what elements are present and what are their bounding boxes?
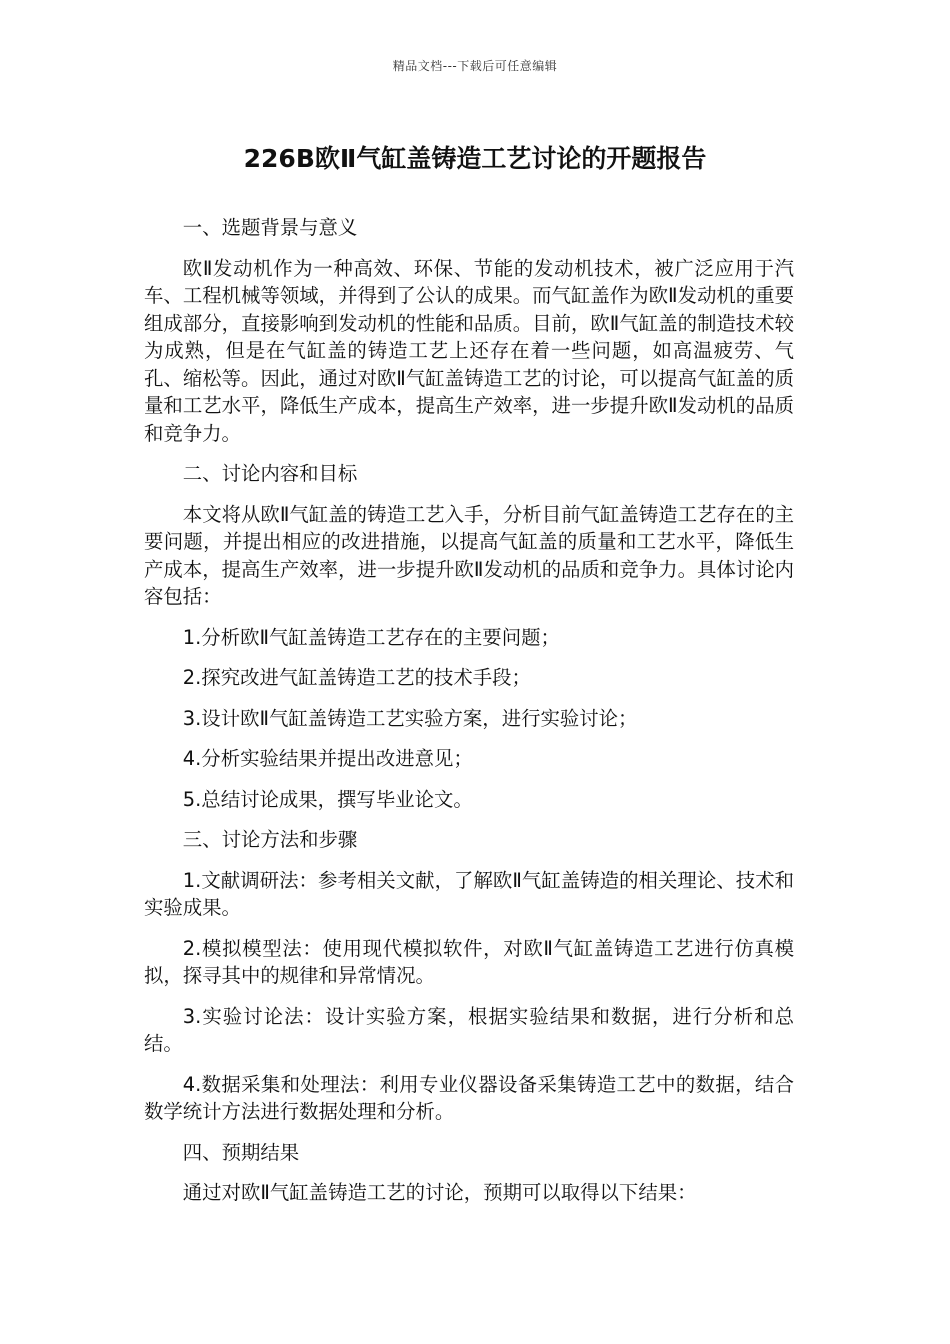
document-body (144, 214, 794, 1207)
paragraph-results: 通过对欧Ⅱ气缸盖铸造工艺的讨论，预期可以取得以下结果： (182, 1181, 697, 1204)
method-item: 2.模拟模型法：使用现代模拟软件，对欧Ⅱ气缸盖铸造工艺进行仿真模拟，探寻其中的规律和异常情况。 (144, 936, 794, 987)
paragraph-background: 欧Ⅱ发动机作为一种高效、环保、节能的发动机技术，被广泛应用于汽车、工程机械等领域，并得到了公认的成果。而气缸盖作为欧Ⅱ发动机的重要组成部分，直接影响到发动机的性能和品质。目前，欧Ⅱ气缸盖的制造技术较为成熟，但是在气缸盖的铸造工艺上还存在着一些问题，如高温疲劳、气孔、缩松等。因此，通过对欧Ⅱ气缸盖铸造工艺的讨论，可以提高气缸盖的质量和工艺水平，降低生产成本，提高生产效率，进一步提升欧Ⅱ发动机的品质和竞争力。 (144, 256, 794, 445)
document-title: 226B欧Ⅱ气缸盖铸造工艺讨论的开题报告 (243, 144, 707, 173)
list-item: 2.探究改进气缸盖铸造工艺的技术手段； (182, 666, 531, 689)
list-item: 5.总结讨论成果，撰写毕业论文。 (182, 787, 473, 811)
section-heading-content: 二、讨论内容和目标 (182, 462, 358, 485)
section-heading-methods: 三、讨论方法和步骤 (182, 828, 358, 851)
header-note: 精品文档---下载后可任意编辑 (392, 59, 558, 73)
method-item: 4.数据采集和处理法：利用专业仪器设备采集铸造工艺中的数据，结合数学统计方法进行数据处理和分析。 (144, 1072, 794, 1123)
paragraph-content: 本文将从欧Ⅱ气缸盖的铸造工艺入手，分析目前气缸盖铸造工艺存在的主要问题，并提出相应的改进措施，以提高气缸盖的质量和工艺水平，降低生产成本，提高生产效率，进一步提升欧Ⅱ发动机的品质和竞争力。具体讨论内容包括： (144, 502, 794, 608)
list-item: 4.分析实验结果并提出改进意见； (182, 747, 473, 770)
list-item: 3.设计欧Ⅱ气缸盖铸造工艺实验方案，进行实验讨论； (182, 706, 638, 730)
list-item: 1.分析欧Ⅱ气缸盖铸造工艺存在的主要问题； (182, 625, 560, 649)
section-heading-background: 一、选题背景与意义 (182, 216, 358, 239)
method-item: 3.实验讨论法：设计实验方案，根据实验结果和数据，进行分析和总结。 (144, 1004, 794, 1055)
section-heading-results: 四、预期结果 (182, 1140, 300, 1164)
method-item: 1.文献调研法：参考相关文献，了解欧Ⅱ气缸盖铸造的相关理论、技术和实验成果。 (144, 868, 794, 919)
